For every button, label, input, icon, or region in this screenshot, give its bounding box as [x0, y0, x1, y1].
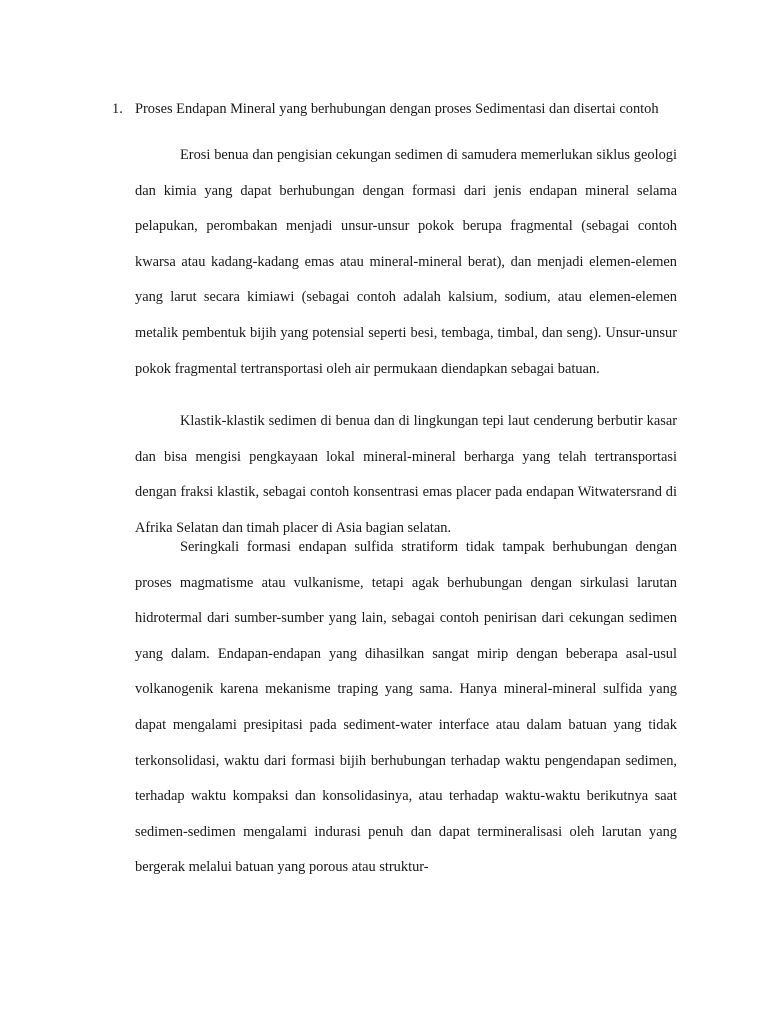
- section-heading: [112, 92, 677, 128]
- paragraph-clastic: Klastik-klastik sedimen di benua dan di lingkungan tepi laut cenderung berbutir kasar dan bisa mengisi pengkayaan lokal mineral-mineral berharga yang telah tertransportasi dengan fraksi klastik, sebagai contoh konsentrasi emas placer pada endapan Witwatersrand di Afrika Selatan dan timah placer di Asia bagian selatan.: [135, 413, 677, 536]
- paragraph-erosion: Erosi benua dan pengisian cekungan sedimen di samudera memerlukan siklus geologi dan kimia yang dapat berhubungan dengan formasi dari jenis endapan mineral selama pelapukan, perombakan menjadi unsur-unsur pokok berupa fragmental (sebagai contoh kwarsa atau kadang-kadang emas atau mineral-mineral berat), dan menjadi elemen-elemen yang larut secara kimiawi (sebagai contoh adalah kalsium, sodium, atau elemen-elemen metalik pembentuk bijih yang potensial seperti besi, tembaga, timbal, dan seng). Unsur-unsur pokok fragmental tertransportasi oleh air permukaan diendapkan sebagai batuan.: [135, 147, 677, 377]
- heading-text: Proses Endapan Mineral yang berhubungan dengan proses Sedimentasi dan disertai contoh: [135, 101, 659, 117]
- list-number: 1.: [112, 101, 123, 117]
- paragraph-sulfide: Seringkali formasi endapan sulfida stratiform tidak tampak berhubungan dengan proses magmatisme atau vulkanisme, tetapi agak berhubungan dengan sirkulasi larutan hidrotermal dari sumber-sumber yang lain, sebagai contoh penirisan dari cekungan sedimen yang dalam. Endapan-endapan yang dihasilkan sangat mirip dengan beberapa asal-usul volkanogenik karena mekanisme traping yang sama. Hanya mineral-mineral sulfida yang dapat mengalami presipitasi pada sediment-water interface atau dalam batuan yang tidak terkonsolidasi, waktu dari formasi bijih berhubungan terhadap waktu pengendapan sedimen, terhadap waktu kompaksi dan konsolidasinya, atau terhadap waktu-waktu berikutnya saat sedimen-sedimen mengalami indurasi penuh dan dapat termineralisasi oleh larutan yang bergerak melalui batuan yang porous atau struktur-: [135, 539, 677, 876]
